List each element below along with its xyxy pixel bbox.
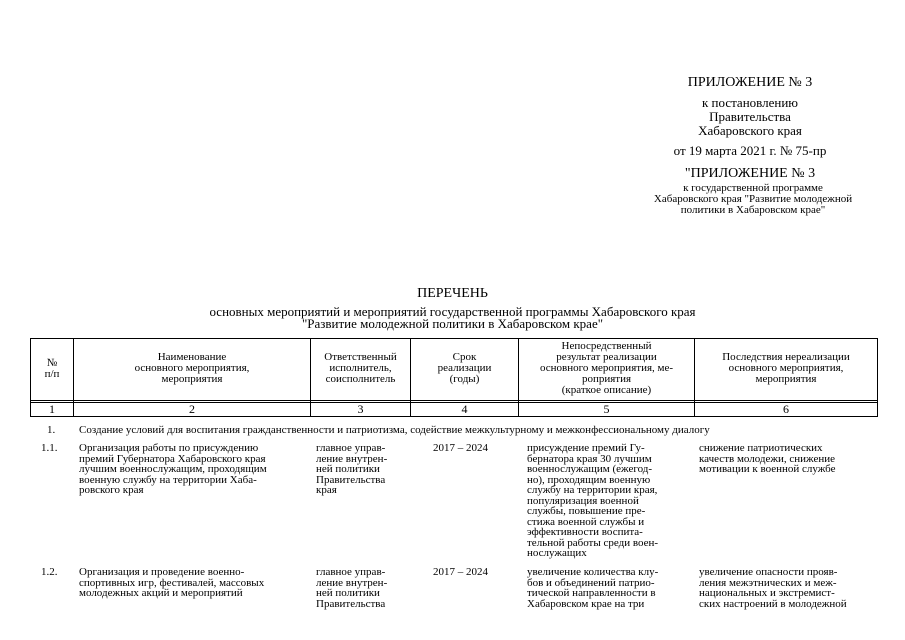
header-line: Непосредственный (561, 340, 652, 352)
column-number: 5 (603, 402, 610, 416)
cell-line: бов и объединений патрио- (527, 576, 655, 589)
cell-line: Организация и проведение военно- (79, 566, 245, 578)
cell-line: качеств молодежи, снижение (699, 452, 836, 465)
section-number: 1. (47, 424, 56, 436)
cell-line: края (316, 484, 337, 496)
program-appendix-title: "ПРИЛОЖЕНИЕ № 3 (684, 166, 816, 181)
header-name (74, 352, 310, 385)
cell-line: военнослужащим (ежегод- (527, 463, 653, 475)
cell-line: увеличение количества клу- (527, 566, 659, 578)
header-line: основного мероприятия, (134, 362, 250, 374)
column-number: 4 (461, 402, 468, 416)
program-line: политики в Хабаровском крае" (680, 204, 826, 216)
column-number: 6 (783, 402, 789, 416)
cell-line: мотивации к военной службе (699, 463, 836, 475)
header-line: (годы) (449, 373, 480, 385)
header-line: результат реализации (556, 351, 657, 363)
row-result (527, 443, 658, 559)
header-line: реализации (437, 362, 492, 374)
row-executor (316, 567, 387, 609)
cell-line: увеличение опасности прояв- (699, 566, 838, 578)
row-consequences (699, 443, 836, 475)
cell-line: лучшим военнослужащим, проходящим (79, 463, 267, 475)
decree-line: к постановлению (701, 95, 799, 110)
cell-line: Правительства (316, 597, 386, 610)
cell-line: спортивных игр, фестивалей, массовых (79, 576, 265, 589)
cell-line: национальных и экстремист- (699, 587, 835, 599)
program-reference (628, 183, 878, 216)
column-number: 2 (189, 402, 195, 416)
document-subtitle (0, 306, 905, 330)
cell-line: ление внутрен- (316, 452, 388, 465)
table-header-bottom (30, 400, 878, 401)
cell-line: нослужащих (527, 547, 587, 559)
header-line: мероприятия (755, 373, 817, 385)
table-col-divider (877, 338, 878, 417)
row-period: 2017 – 2024 (433, 442, 488, 454)
cell-line: ление внутрен- (316, 576, 388, 589)
header-line: № (46, 357, 58, 369)
cell-line: службы, повышение пре- (527, 505, 646, 517)
header-line: мероприятия (161, 373, 223, 385)
subtitle-line: основных мероприятий и мероприятий государственной программы Хабаровского края (209, 304, 696, 319)
header-period (411, 352, 518, 385)
row-number: 1.2. (41, 566, 58, 578)
table-border-top (30, 338, 878, 339)
cell-line: ровского края (79, 484, 144, 496)
cell-line: ней политики (316, 463, 380, 475)
row-period: 2017 – 2024 (433, 566, 488, 578)
cell-line: ления межэтнических и меж- (699, 576, 837, 589)
row-number: 1.1. (41, 442, 58, 454)
cell-line: эффективности воспита- (527, 526, 643, 538)
cell-line: главное управ- (316, 442, 386, 454)
row-result (527, 567, 658, 609)
appendix-title: ПРИЛОЖЕНИЕ № 3 (687, 75, 813, 90)
cell-line: Организация работы по присуждению (79, 442, 259, 454)
cell-line: службу на территории края, (527, 484, 658, 496)
cell-line: премий Губернатора Хабаровского края (79, 452, 266, 465)
cell-line: популяризация военной (527, 494, 639, 507)
header-result (519, 341, 694, 396)
row-consequences (699, 567, 847, 609)
cell-line: военную службу на территории Хаба- (79, 473, 257, 486)
decree-line: Правительства (709, 109, 791, 124)
cell-line: молодежных акций и мероприятий (79, 587, 243, 599)
header-num (31, 358, 73, 380)
decree-date: от 19 марта 2021 г. № 75-пр (673, 143, 827, 158)
row-executor (316, 443, 387, 496)
header-line: п/п (44, 368, 60, 380)
cell-line: тической направленности в (527, 587, 656, 599)
cell-line: присуждение премий Гу- (527, 442, 645, 454)
cell-line: главное управ- (316, 566, 386, 578)
cell-line: ских настроений в молодежной (699, 597, 847, 610)
header-line: (краткое описание) (561, 384, 652, 396)
document-title: ПЕРЕЧЕНЬ (417, 286, 488, 301)
header-line: основного мероприятия, ме- (539, 362, 674, 374)
section-title: Создание условий для воспитания гражданственности и патриотизма, содействие межкультурному и межконфессиональному диалогу (79, 424, 710, 436)
decree-line: Хабаровского края (698, 123, 802, 138)
cell-line: бернатора края 30 лучшим (527, 452, 652, 465)
cell-line: снижение патриотических (699, 442, 823, 454)
decree-reference (630, 96, 870, 158)
program-line: к государственной программе (683, 182, 823, 194)
cell-line: Правительства (316, 473, 386, 486)
header-line: основного мероприятия, (728, 362, 844, 374)
program-line: Хабаровского края "Развитие молодежной (653, 193, 853, 205)
column-number: 1 (49, 402, 55, 416)
header-line: Наименование (157, 351, 227, 363)
header-line: Последствия нереализации (722, 351, 850, 363)
header-line: соисполнитель (325, 373, 396, 385)
row-name (79, 443, 267, 496)
header-line: исполнитель, (329, 362, 392, 374)
cell-line: тельной работы среди воен- (527, 536, 659, 549)
cell-line: ней политики (316, 587, 380, 599)
subtitle-line: "Развитие молодежной политики в Хабаровском крае" (301, 316, 604, 331)
cell-line: Хабаровском крае на три (527, 597, 645, 610)
row-name (79, 567, 264, 599)
header-line: роприятия (581, 373, 632, 385)
cell-line: но), проходящим военную (527, 473, 651, 486)
header-executor (311, 352, 410, 385)
column-number: 3 (357, 402, 364, 416)
header-line: Срок (452, 351, 477, 363)
cell-line: стижа военной службы и (527, 515, 645, 528)
header-consequences (695, 352, 877, 385)
header-line: Ответственный (324, 351, 397, 363)
